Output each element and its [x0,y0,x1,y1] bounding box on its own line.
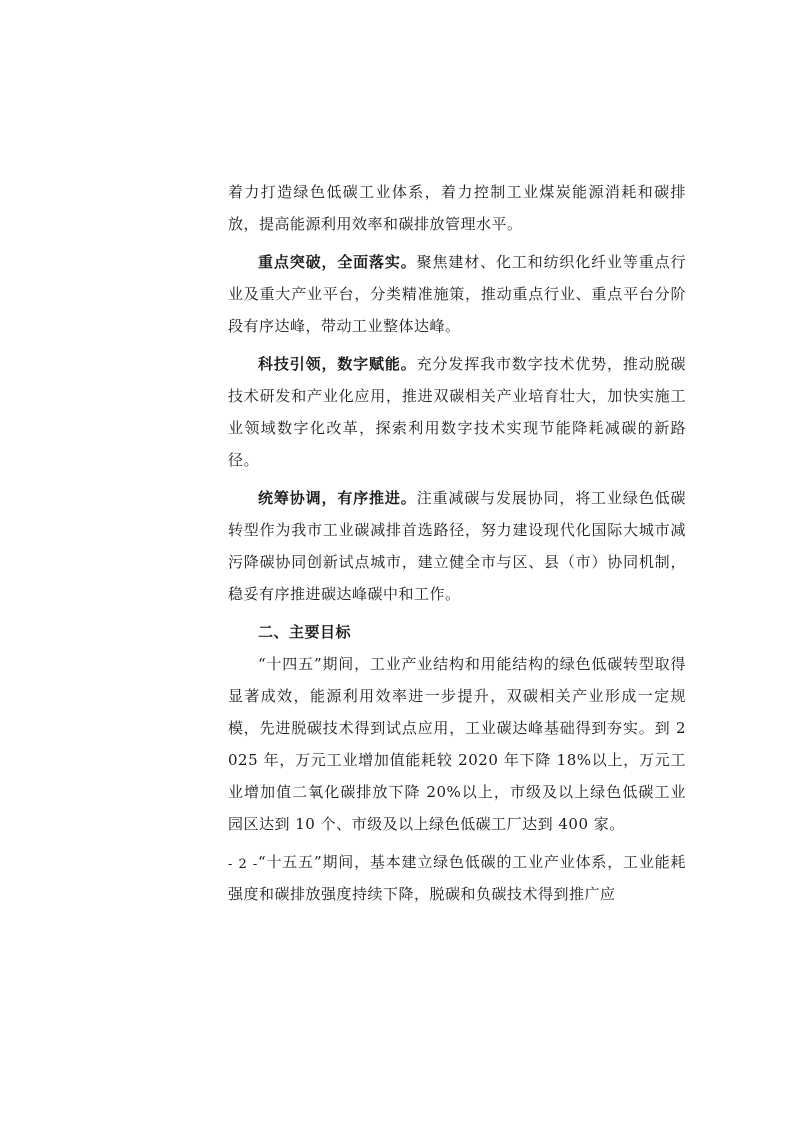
paragraph-text: 聚焦建材、化工和纺织化纤业等重点行业及重大产业平台，分类精准施策，推动重点行业、重点平台分阶段有序达峰，带动工业整体达峰。 [228,253,686,335]
document-body [228,176,686,916]
paragraph-text: 注重减碳与发展协同，将工业绿色低碳转型作为我市工业碳减排首选路径，努力建设现代化国际大城市减污降碳协同创新试点城市，建立健全市与区、县（市）协同机制，稳妥有序推进碳达峰碳中和工作。 [228,489,686,603]
paragraph-text: 着力打造绿色低碳工业体系，着力控制工业煤炭能源消耗和碳排放，提高能源利用效率和碳排放管理水平。 [228,183,686,233]
paragraph-tech-leading [228,348,686,476]
paragraph-goals-14th [228,648,686,840]
paragraph-coordination [228,482,686,610]
section-heading: 二、主要目标 [258,623,352,641]
paragraph-lead: 科技引领，数字赋能。 [258,355,417,373]
paragraph-text: “十四五”期间，工业产业结构和用能结构的绿色低碳转型取得显著成效，能源利用效率进一步提升，双碳相关产业形成一定规模，先进脱碳技术得到试点应用，工业碳达峰基础得到夯实。到 2025 年，万元工业增加值能耗较 2020 年下降 18%以上，万元工业增加值二氧化碳排放下降 20%以上，市级及以上绿色低碳工业园区达到 10 个、市级及以上绿色低碳工厂达到 400 家。 [228,655,686,833]
paragraph-text: “十五五”期间，基本建立绿色低碳的工业产业体系，工业能耗强度和碳排放强度持续下降，脱碳和负碳技术得到推广应 [228,853,686,903]
paragraph-goals-15th [228,846,686,910]
paragraph-lead: 重点突破，全面落实。 [258,253,417,271]
paragraph-lead: 统筹协调，有序推进。 [258,489,417,507]
page-number: - 2 - [228,857,259,872]
paragraph-text: 充分发挥我市数字技术优势，推动脱碳技术研发和产业化应用，推进双碳相关产业培育壮大，加快实施工业领域数字化改革，探索利用数字技术实现节能降耗减碳的新路径。 [228,355,686,469]
paragraph-key-breakthrough [228,246,686,342]
paragraph-continuation [228,176,686,240]
